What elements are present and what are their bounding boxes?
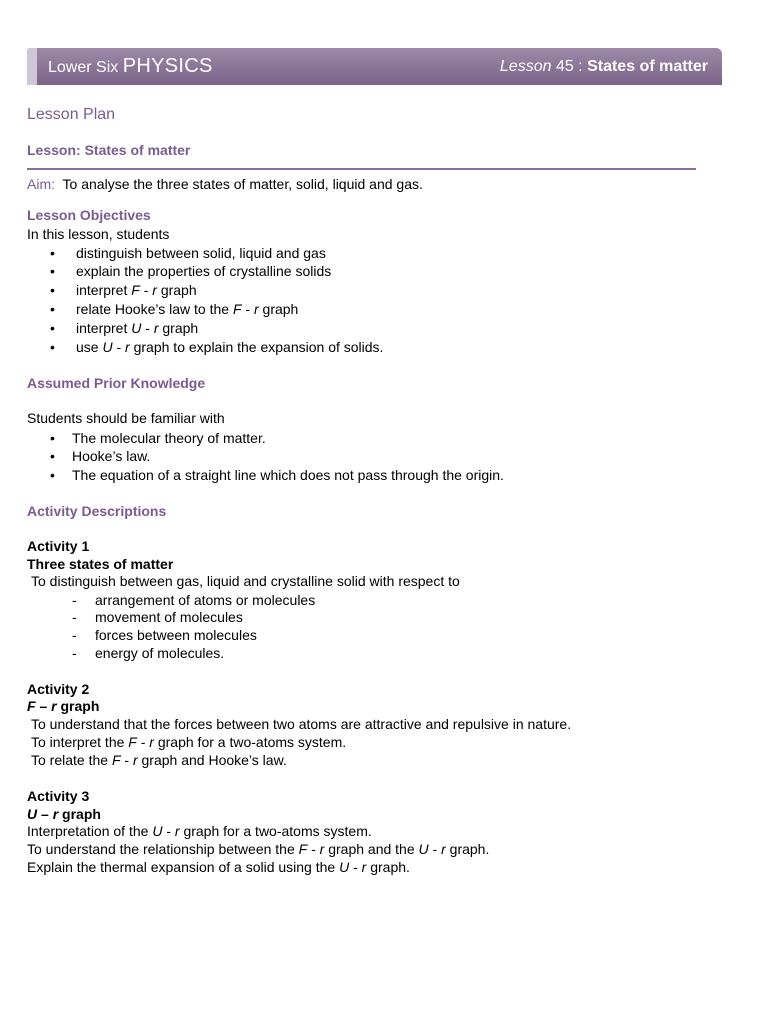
page-title: Lesson Plan	[27, 106, 116, 123]
activity-2-line-2: To interpret the F - r graph for a two-atoms system.	[31, 734, 347, 750]
prior-knowledge-heading: Assumed Prior Knowledge	[27, 375, 206, 391]
bullet-icon: •	[50, 301, 55, 317]
objectives-intro: In this lesson, students	[27, 226, 170, 242]
objective-item: interpret U - r graph	[76, 320, 199, 336]
aim-label: Aim	[27, 176, 52, 192]
dash-marker: -	[72, 645, 77, 661]
lesson-number: 45 :	[555, 58, 583, 75]
list-item: forces between molecules	[95, 627, 257, 643]
activity-3-line-3: Explain the thermal expansion of a solid using the U - r graph.	[27, 859, 410, 875]
activity-2-title: F – r graph	[27, 698, 100, 714]
banner-accent-strip	[27, 48, 37, 85]
aim-line: Aim: To analyse the three states of matter, solid, liquid and gas.	[27, 176, 423, 192]
objective-item: distinguish between solid, liquid and gas	[76, 245, 326, 261]
course-title	[48, 55, 213, 78]
course-level: Lower Six	[48, 59, 119, 76]
bullet-icon: •	[50, 430, 55, 446]
activity-2-label: Activity 2	[27, 681, 90, 697]
activity-2-line-1: To understand that the forces between two atoms are attractive and repulsive in nature.	[31, 716, 572, 732]
activity-1-title: Three states of matter	[27, 556, 174, 572]
activity-3-title: U – r graph	[27, 806, 101, 822]
dash-marker: -	[72, 592, 77, 608]
objective-item: explain the properties of crystalline solids	[76, 263, 332, 279]
objective-item: relate Hooke’s law to the F - r graph	[76, 301, 299, 317]
bullet-icon: •	[50, 467, 55, 483]
bullet-icon: •	[50, 448, 55, 464]
list-item: arrangement of atoms or molecules	[95, 592, 316, 608]
bullet-icon: •	[50, 320, 55, 336]
aim-text: To analyse the three states of matter, solid, liquid and gas.	[62, 176, 423, 192]
bullet-icon: •	[50, 282, 55, 298]
bullet-icon: •	[50, 339, 55, 355]
list-item: The equation of a straight line which does not pass through the origin.	[72, 467, 504, 483]
bullet-icon: •	[50, 245, 55, 261]
activity-1-intro: To distinguish between gas, liquid and crystalline solid with respect to	[31, 573, 460, 589]
dash-marker: -	[72, 609, 77, 625]
lesson-label	[500, 58, 708, 76]
lesson-word: Lesson	[499, 58, 552, 75]
list-item: The molecular theory of matter.	[72, 430, 266, 446]
objectives-heading: Lesson Objectives	[27, 207, 151, 223]
lesson-heading: Lesson: States of matter	[27, 142, 191, 158]
list-item: energy of molecules.	[95, 645, 225, 661]
list-item: Hooke’s law.	[72, 448, 151, 464]
header-banner	[27, 48, 722, 85]
activity-3-line-2: To understand the relationship between the F - r graph and the U - r graph.	[27, 841, 490, 857]
bullet-icon: •	[50, 263, 55, 279]
activity-1-label: Activity 1	[27, 538, 90, 554]
activity-3-line-1: Interpretation of the U - r graph for a two-atoms system.	[27, 823, 372, 839]
lesson-title: States of matter	[587, 58, 708, 75]
heading-divider	[27, 168, 696, 170]
prior-knowledge-intro: Students should be familiar with	[27, 410, 225, 426]
objective-item: use U - r graph to explain the expansion of solids.	[76, 339, 384, 355]
activity-descriptions-heading: Activity Descriptions	[27, 503, 167, 519]
dash-marker: -	[72, 627, 77, 643]
activity-3-label: Activity 3	[27, 788, 90, 804]
objective-item: interpret F - r graph	[76, 282, 197, 298]
list-item: movement of molecules	[95, 609, 243, 625]
activity-2-line-3: To relate the F - r graph and Hooke’s law.	[31, 752, 287, 768]
course-subject: PHYSICS	[122, 55, 213, 77]
